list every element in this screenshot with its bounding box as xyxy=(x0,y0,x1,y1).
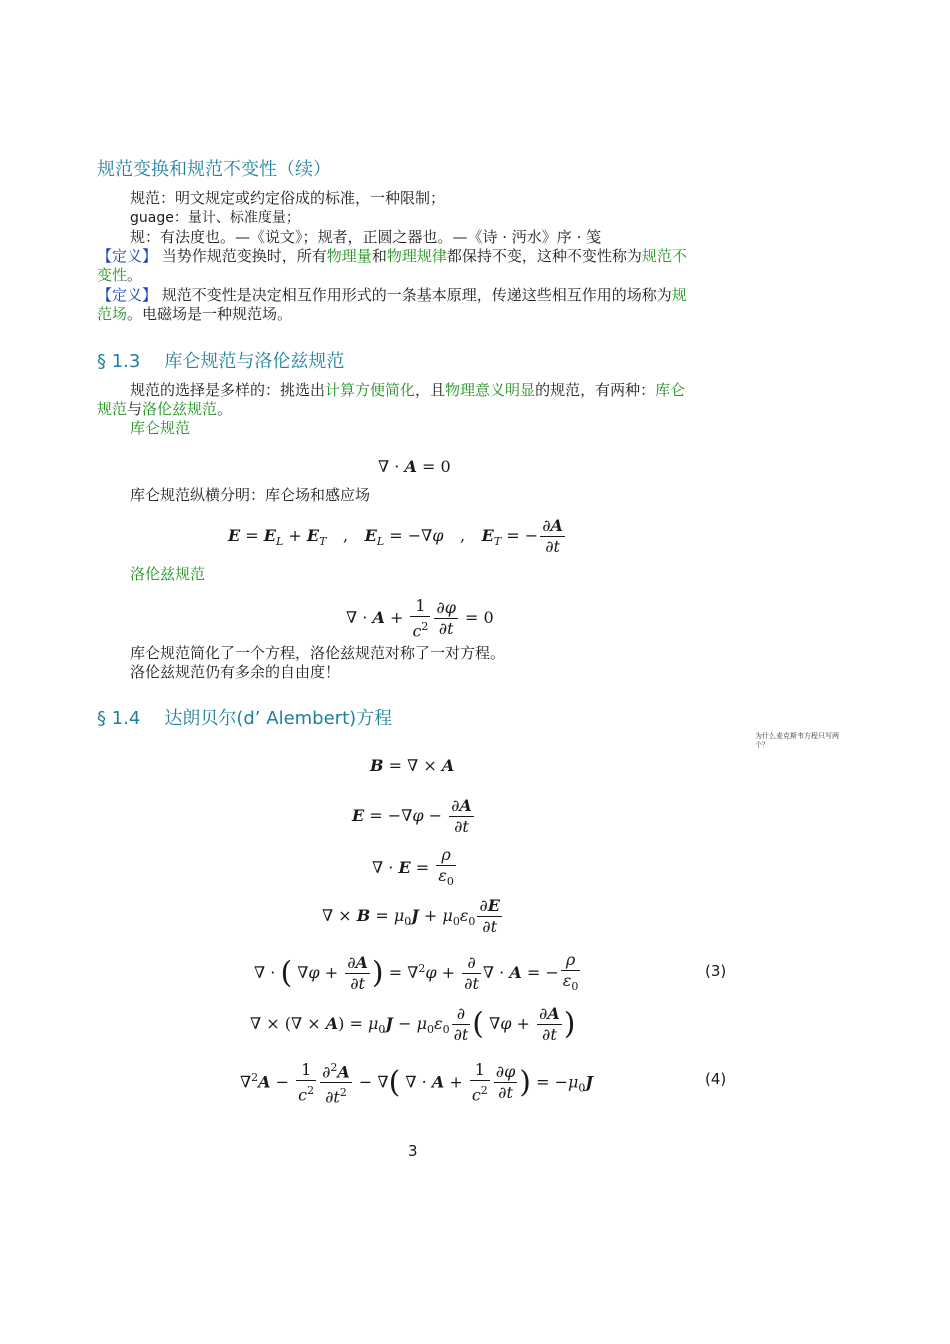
equation-4: ∇$^2$A − $\frac{1}{c^2}$ $\frac{\partial^2A}{\partial t^2}$ − ∇( ∇ · A + $\frac{1}{c^2}$ $\frac{\partial\varphi}{\partial t}$ ) = $-\mu_0J$ xyxy=(240,1058,593,1108)
term-gauge-invariance-b: 变性 xyxy=(97,266,128,284)
definition-1-cont: 变性。 xyxy=(97,266,143,284)
margin-note: 为什么麦克斯韦方程只写两 个？ xyxy=(755,732,839,749)
equation-ampere-maxwell: ∇ × $B = \mu_0J + \mu_0\varepsilon_0$ $\frac{\partial E}{\partial t}$ xyxy=(322,896,500,936)
equation-curl-curl-a: ∇ × (∇ × $A) = \mu_0J - \mu_0\varepsilon_0$ $\frac{\partial}{\partial t}$ ( ∇φ + $\frac{\partial A}{\partial t}$ ) xyxy=(250,1004,576,1044)
coulomb-gauge-label: 库仑规范 xyxy=(130,419,191,437)
gauge-choice-intro-cont: 规范与洛伦兹规范。 xyxy=(97,400,233,418)
section-title: 达朗贝尔(d’ Alembert)方程 xyxy=(164,708,393,729)
section-number: § 1.3 xyxy=(97,351,141,372)
equation-field-decomposition: $E = E_L + E_T$ , $E_L = -\nabla\varphi$ , $E_T$ = − $\frac{\partial A}{\partial t}$ xyxy=(228,516,563,556)
gauge-choice-intro: 规范的选择是多样的：挑选出计算方便简化，且物理意义明显的规范，有两种：库仑 xyxy=(130,381,686,399)
term-physical-quantity: 物理量 xyxy=(326,247,372,265)
term-gauge-field-b: 范场 xyxy=(97,305,128,323)
section-heading-1-4 xyxy=(97,704,392,730)
definition-2-cont: 范场。电磁场是一种规范场。 xyxy=(97,305,293,323)
equation-number-3: (3) xyxy=(705,962,727,980)
definition-tag: 【定义】 xyxy=(97,247,158,265)
remark-gauge-comparison: 库仑规范简化了一个方程，洛伦兹规范对称了一对方程。 xyxy=(130,644,506,662)
section-number: § 1.4 xyxy=(97,708,141,729)
definition-2: 【定义】 规范不变性是决定相互作用形式的一条基本原理，传递这些相互作用的场称为规 xyxy=(97,286,687,304)
equation-b-curl-a: B = ∇ × A xyxy=(370,756,455,775)
term-physical-law: 物理规律 xyxy=(386,247,447,265)
lorenz-gauge-label: 洛伦兹规范 xyxy=(130,565,206,583)
equation-lorenz-gauge: ∇ · A + $\frac{1}{c^2}$ $\frac{\partial\varphi}{\partial t}$ = 0 xyxy=(346,596,494,641)
definition-1: 【定义】 当势作规范变换时，所有物理量和物理规律都保持不变，这种不变性称为规范不 xyxy=(97,247,687,265)
text-gauge-meaning: 规范：明文规定或约定俗成的标准，一种限制； xyxy=(130,189,446,207)
equation-gauss-law: ∇ · E = $\frac{\rho}{\varepsilon_0}$ xyxy=(372,845,454,889)
remark-lorenz-freedom: 洛伦兹规范仍有多余的自由度！ xyxy=(130,663,341,681)
definition-tag: 【定义】 xyxy=(97,286,158,304)
coulomb-gauge-text: 库仑规范纵横分明：库仑场和感应场 xyxy=(130,486,371,504)
equation-e-potentials: E = −∇φ − $\frac{\partial A}{\partial t}$ xyxy=(352,796,472,836)
equation-coulomb-gauge: ∇ · A = 0 xyxy=(378,457,451,476)
section-heading-1-3 xyxy=(97,347,344,373)
equation-number-4: (4) xyxy=(705,1070,727,1088)
term-gauge-invariance-a: 规范不 xyxy=(641,247,687,265)
text-gauge-classical: 规：有法度也。—《说文》；规者，正圆之器也。—《诗 · 沔水》序 · 笺 xyxy=(130,228,602,246)
page-number: 3 xyxy=(408,1142,418,1160)
section-title-gauge-invariance: 规范变换和规范不变性（续） xyxy=(97,159,331,180)
equation-3: ∇ · ( ∇φ + $\frac{\partial A}{\partial t}$ ) = ∇$^2$φ + $\frac{\partial}{\partial t}$ ∇ · A = − $\frac{\rho}{\varepsilon_0}$ xyxy=(254,950,579,994)
text-gauge-english: guage：量计、标准度量； xyxy=(130,210,300,226)
section-title: 库仑规范与洛伦兹规范 xyxy=(164,351,345,372)
term-gauge-field-a: 规 xyxy=(671,286,687,304)
